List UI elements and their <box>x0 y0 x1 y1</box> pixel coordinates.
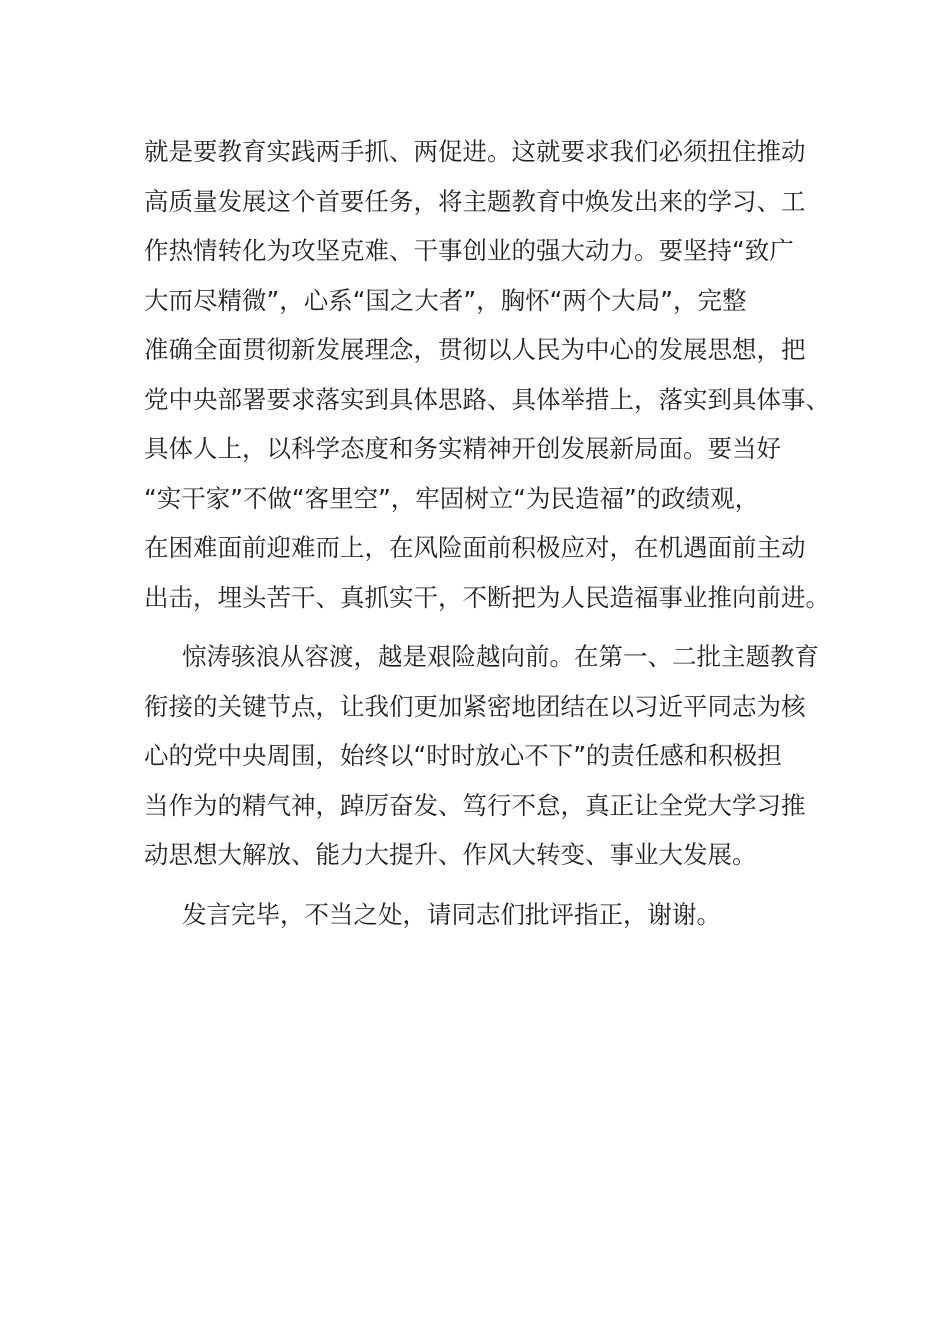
paragraph-line: 大而尽精微”，心系“国之大者”，胸怀“两个大局”，完整 <box>144 285 747 315</box>
paragraph-line: 惊涛骇浪从容渡，越是艰险越向前。在第一、二批主题教育 <box>182 642 819 671</box>
paragraph-line: 衔接的关键节点，让我们更加紧密地团结在以习近平同志为核 <box>144 691 806 721</box>
paragraph-spacing <box>144 880 824 890</box>
paragraph-line: 作热情转化为攻坚克难、干事创业的强大动力。要坚持“致广 <box>144 236 794 265</box>
paragraph-line: 高质量发展这个首要任务，将主题教育中焕发出来的学习、工 <box>144 186 806 216</box>
paragraph-1 <box>144 127 830 622</box>
paragraph-line: 在困难面前迎难而上，在风险面前积极应对，在机遇面前主动 <box>144 533 806 562</box>
paragraph-line: 发言完毕，不当之处，请同志们批评指正，谢谢。 <box>182 899 721 929</box>
paragraph-2 <box>144 632 824 880</box>
paragraph-line: 出击，埋头苦干、真抓实干，不断把为人民造福事业推向前进。 <box>144 582 830 612</box>
paragraph-line: 准确全面贯彻新发展理念，贯彻以人民为中心的发展思想，把 <box>144 335 806 364</box>
paragraph-line: 动思想大解放、能力大提升、作风大转变、事业大发展。 <box>144 840 757 869</box>
paragraph-line: 具体人上，以科学态度和务实精神开创发展新局面。要当好 <box>144 434 781 463</box>
document-body <box>144 127 830 939</box>
paragraph-line: 当作为的精气神，踔厉奋发、笃行不怠，真正让全党大学习推 <box>144 790 806 820</box>
paragraph-line: “实干家”不做“客里空”，牢固树立“为民造福”的政绩观， <box>144 483 760 513</box>
paragraph-3 <box>144 890 824 940</box>
paragraph-line: 党中央部署要求落实到具体思路、具体举措上，落实到具体事、 <box>144 384 830 414</box>
paragraph-line: 就是要教育实践两手抓、两促进。这就要求我们必须扭住推动 <box>144 137 806 166</box>
paragraph-line: 心的党中央周围，始终以“时时放心不下”的责任感和积极担 <box>144 741 782 770</box>
paragraph-spacing <box>144 622 824 632</box>
